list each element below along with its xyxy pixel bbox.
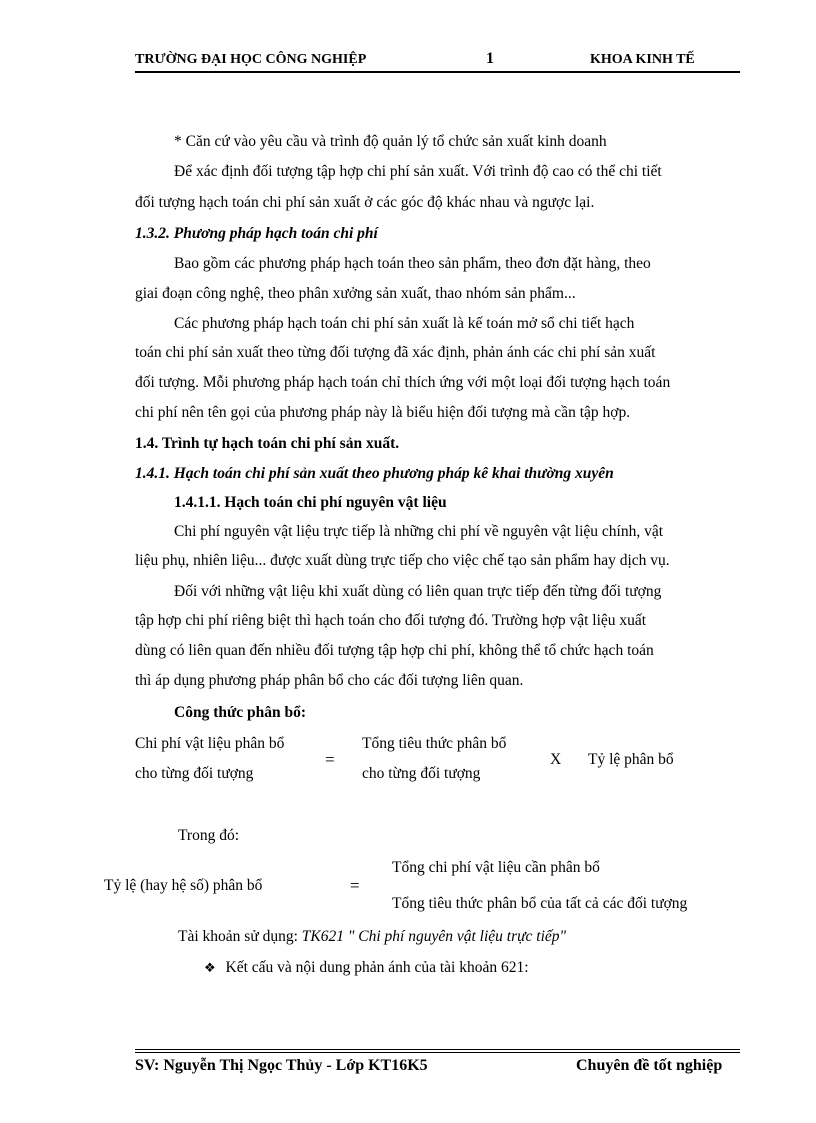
- body-line: tập hợp chi phí riêng biệt thì hạch toán cho đối tượng đó. Trường hợp vật liệu xuất: [135, 612, 647, 629]
- formula1-mid-line1: Tổng tiêu thức phân bổ: [362, 735, 507, 752]
- body-line: * Căn cứ vào yêu cầu và trình độ quản lý tổ chức sản xuất kinh doanh: [174, 133, 607, 150]
- footer-thesis: Chuyên đề tốt nghiệp: [576, 1057, 723, 1074]
- formula2-denominator: Tổng tiêu thức phân bổ của tất cả các đối tượng: [392, 895, 688, 912]
- bullet-line: [204, 960, 529, 976]
- formula2-lhs: Tỷ lệ (hay hệ số) phân bổ: [104, 877, 263, 894]
- heading-1-4: 1.4. Trình tự hạch toán chi phí sản xuất.: [135, 435, 400, 452]
- formula2-equals: =: [350, 876, 360, 895]
- formula1-lhs-line2: cho từng đối tượng: [135, 765, 254, 782]
- footer-rule-bottom: [135, 1052, 740, 1053]
- footer-rule-top: [135, 1049, 740, 1050]
- body-line: thì áp dụng phương pháp phân bổ cho các đối tượng liên quan.: [135, 672, 524, 689]
- page-number: 1: [486, 50, 494, 67]
- formula1-times: X: [550, 751, 562, 768]
- account-line: [178, 929, 566, 945]
- footer-student: SV: Nguyễn Thị Ngọc Thủy - Lớp KT16K5: [135, 1057, 428, 1074]
- body-line: Các phương pháp hạch toán chi phí sản xuất là kế toán mở sổ chi tiết hạch: [174, 315, 635, 332]
- heading-1-3-2: 1.3.2. Phương pháp hạch toán chi phí: [135, 225, 378, 242]
- trong-do-label: Trong đó:: [178, 827, 240, 844]
- formula1-rhs: Tỷ lệ phân bổ: [588, 751, 674, 768]
- body-line: Để xác định đối tượng tập hợp chi phí sản xuất. Với trình độ cao có thể chi tiết: [174, 163, 662, 180]
- body-line: Chi phí nguyên vật liệu trực tiếp là những chi phí về nguyên vật liệu chính, vật: [174, 523, 664, 540]
- body-line: dùng có liên quan đến nhiều đối tượng tập hợp chi phí, không thể tổ chức hạch toán: [135, 642, 654, 659]
- formula-heading: Công thức phân bổ:: [174, 704, 307, 721]
- header-school: TRƯỜNG ĐẠI HỌC CÔNG NGHIỆP: [135, 52, 367, 67]
- account-name: TK621 " Chi phí nguyên vật liệu trực tiếp": [301, 928, 567, 945]
- account-prefix: Tài khoản sử dụng:: [178, 928, 302, 945]
- body-line: đối tượng. Mỗi phương pháp hạch toán chỉ thích ứng với một loại đối tượng hạch toán: [135, 374, 671, 391]
- formula1-mid-line2: cho từng đối tượng: [362, 765, 481, 782]
- body-line: giai đoạn công nghệ, theo phân xưởng sản xuất, thao nhóm sản phẩm...: [135, 285, 576, 302]
- formula1-lhs-line1: Chi phí vật liệu phân bổ: [135, 735, 285, 752]
- diamond-bullet-icon: ❖: [204, 961, 216, 976]
- header-faculty: KHOA KINH TẾ: [590, 52, 695, 67]
- body-line: toán chi phí sản xuất theo từng đối tượng đã xác định, phản ánh các chi phí sản xuất: [135, 344, 656, 361]
- body-line: đối tượng hạch toán chi phí sản xuất ở các góc độ khác nhau và ngược lại.: [135, 194, 595, 211]
- body-line: liệu phụ, nhiên liệu... được xuất dùng trực tiếp cho việc chế tạo sản phẩm hay dịch vụ.: [135, 552, 670, 569]
- formula2-numerator: Tổng chi phí vật liệu cần phân bổ: [392, 859, 600, 876]
- header-rule: [135, 71, 740, 73]
- heading-1-4-1: 1.4.1. Hạch toán chi phí sản xuất theo phương pháp kê khai thường xuyên: [135, 465, 614, 482]
- formula1-equals: =: [325, 750, 335, 769]
- body-line: chi phí nên tên gọi của phương pháp này là biểu hiện đối tượng mà cần tập hợp.: [135, 404, 631, 421]
- body-line: Bao gồm các phương pháp hạch toán theo sản phẩm, theo đơn đặt hàng, theo: [174, 255, 651, 272]
- heading-1-4-1-1: 1.4.1.1. Hạch toán chi phí nguyên vật liệu: [174, 494, 447, 511]
- body-line: Đối với những vật liệu khi xuất dùng có liên quan trực tiếp đến từng đối tượng: [174, 583, 662, 600]
- bullet-text: Kết cấu và nội dung phản ánh của tài khoản 621:: [225, 959, 529, 976]
